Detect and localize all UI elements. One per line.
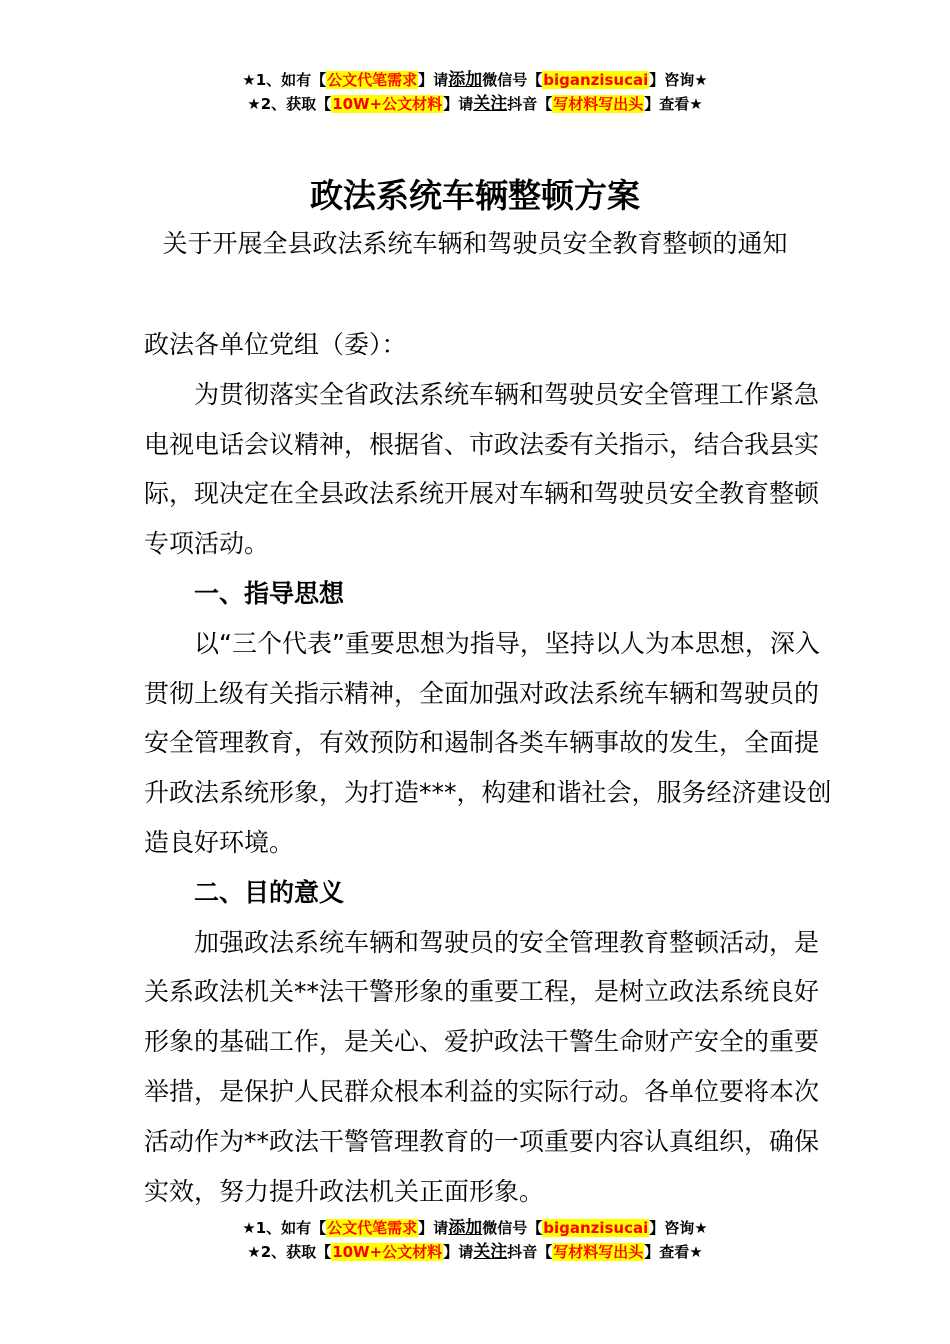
promo-emphasis: 添加 xyxy=(448,1218,483,1238)
promo-douyin-id: 写材料写出头 xyxy=(553,1243,644,1261)
promo-text: 抖音【 xyxy=(507,95,553,113)
promo-highlight: 公文代笔需求 xyxy=(327,71,418,89)
promo-highlight: 10W+公文材料 xyxy=(332,95,443,113)
promo-text: ★2、获取【 xyxy=(247,95,332,113)
promo-text: 微信号【 xyxy=(482,71,543,89)
promo-text: 】查看★ xyxy=(644,95,703,113)
intro-paragraph: 为贯彻落实全省政法系统车辆和驾驶员安全管理工作紧急电视电话会议精神，根据省、市政法委有关指示，结合我县实际，现决定在全县政法系统开展对车辆和驾驶员安全教育整顿专项活动。 xyxy=(144,379,820,559)
document-body xyxy=(144,320,834,1216)
promo-text: 抖音【 xyxy=(507,1243,553,1261)
promo-text: 】查看★ xyxy=(644,1243,703,1261)
promo-highlight: 10W+公文材料 xyxy=(332,1243,443,1261)
salutation: 政法各单位党组（委）： xyxy=(144,330,407,359)
document-title: 政法系统车辆整顿方案 xyxy=(310,176,640,215)
promo-douyin-id: 写材料写出头 xyxy=(553,95,644,113)
promo-line-2 xyxy=(0,1240,950,1264)
promo-line-1 xyxy=(0,68,950,92)
section-heading-purpose: 二、目的意义 xyxy=(194,877,345,907)
section-body-purpose: 加强政法系统车辆和驾驶员的安全管理教育整顿活动，是关系政法机关**法干警形象的重要工程，是树立政法系统良好形象的基础工作，是关心、爱护政法干警生命财产安全的重要举措，是保护人民群众根本利益的实际行动。各单位要将本次活动作为**政法干警管理教育的一项重要内容认真组织，确保实效，努力提升政法机关正面形象。 xyxy=(144,927,820,1206)
header-promo-banner xyxy=(0,68,950,116)
section-body-guiding-ideology: 以“三个代表”重要思想为指导，坚持以人为本思想，深入贯彻上级有关指示精神，全面加强对政法系统车辆和驾驶员的安全管理教育，有效预防和遏制各类车辆事故的发生，全面提升政法系统形象，为打造***，构建和谐社会，服务经济建设创造良好环境。 xyxy=(144,628,832,857)
promo-text: 】请 xyxy=(443,95,474,113)
promo-text: ★1、如有【 xyxy=(242,1219,327,1237)
promo-text: 】咨询★ xyxy=(649,1219,708,1237)
promo-emphasis: 添加 xyxy=(448,70,483,90)
promo-text: 】请 xyxy=(418,71,449,89)
promo-text: 】咨询★ xyxy=(649,71,708,89)
promo-text: ★1、如有【 xyxy=(242,71,327,89)
section-heading-guiding-ideology: 一、指导思想 xyxy=(194,578,345,608)
promo-line-2 xyxy=(0,92,950,116)
promo-line-1 xyxy=(0,1216,950,1240)
document-subtitle: 关于开展全县政法系统车辆和驾驶员安全教育整顿的通知 xyxy=(162,229,788,258)
promo-text: 】请 xyxy=(443,1243,474,1261)
promo-text: ★2、获取【 xyxy=(247,1243,332,1261)
promo-text: 微信号【 xyxy=(482,1219,543,1237)
promo-emphasis: 关注 xyxy=(473,1242,508,1262)
promo-emphasis: 关注 xyxy=(473,94,508,114)
promo-text: 】请 xyxy=(418,1219,449,1237)
promo-wechat-id: biganzisucai xyxy=(543,1219,649,1237)
promo-wechat-id: biganzisucai xyxy=(543,71,649,89)
promo-highlight: 公文代笔需求 xyxy=(327,1219,418,1237)
footer-promo-banner xyxy=(0,1216,950,1264)
